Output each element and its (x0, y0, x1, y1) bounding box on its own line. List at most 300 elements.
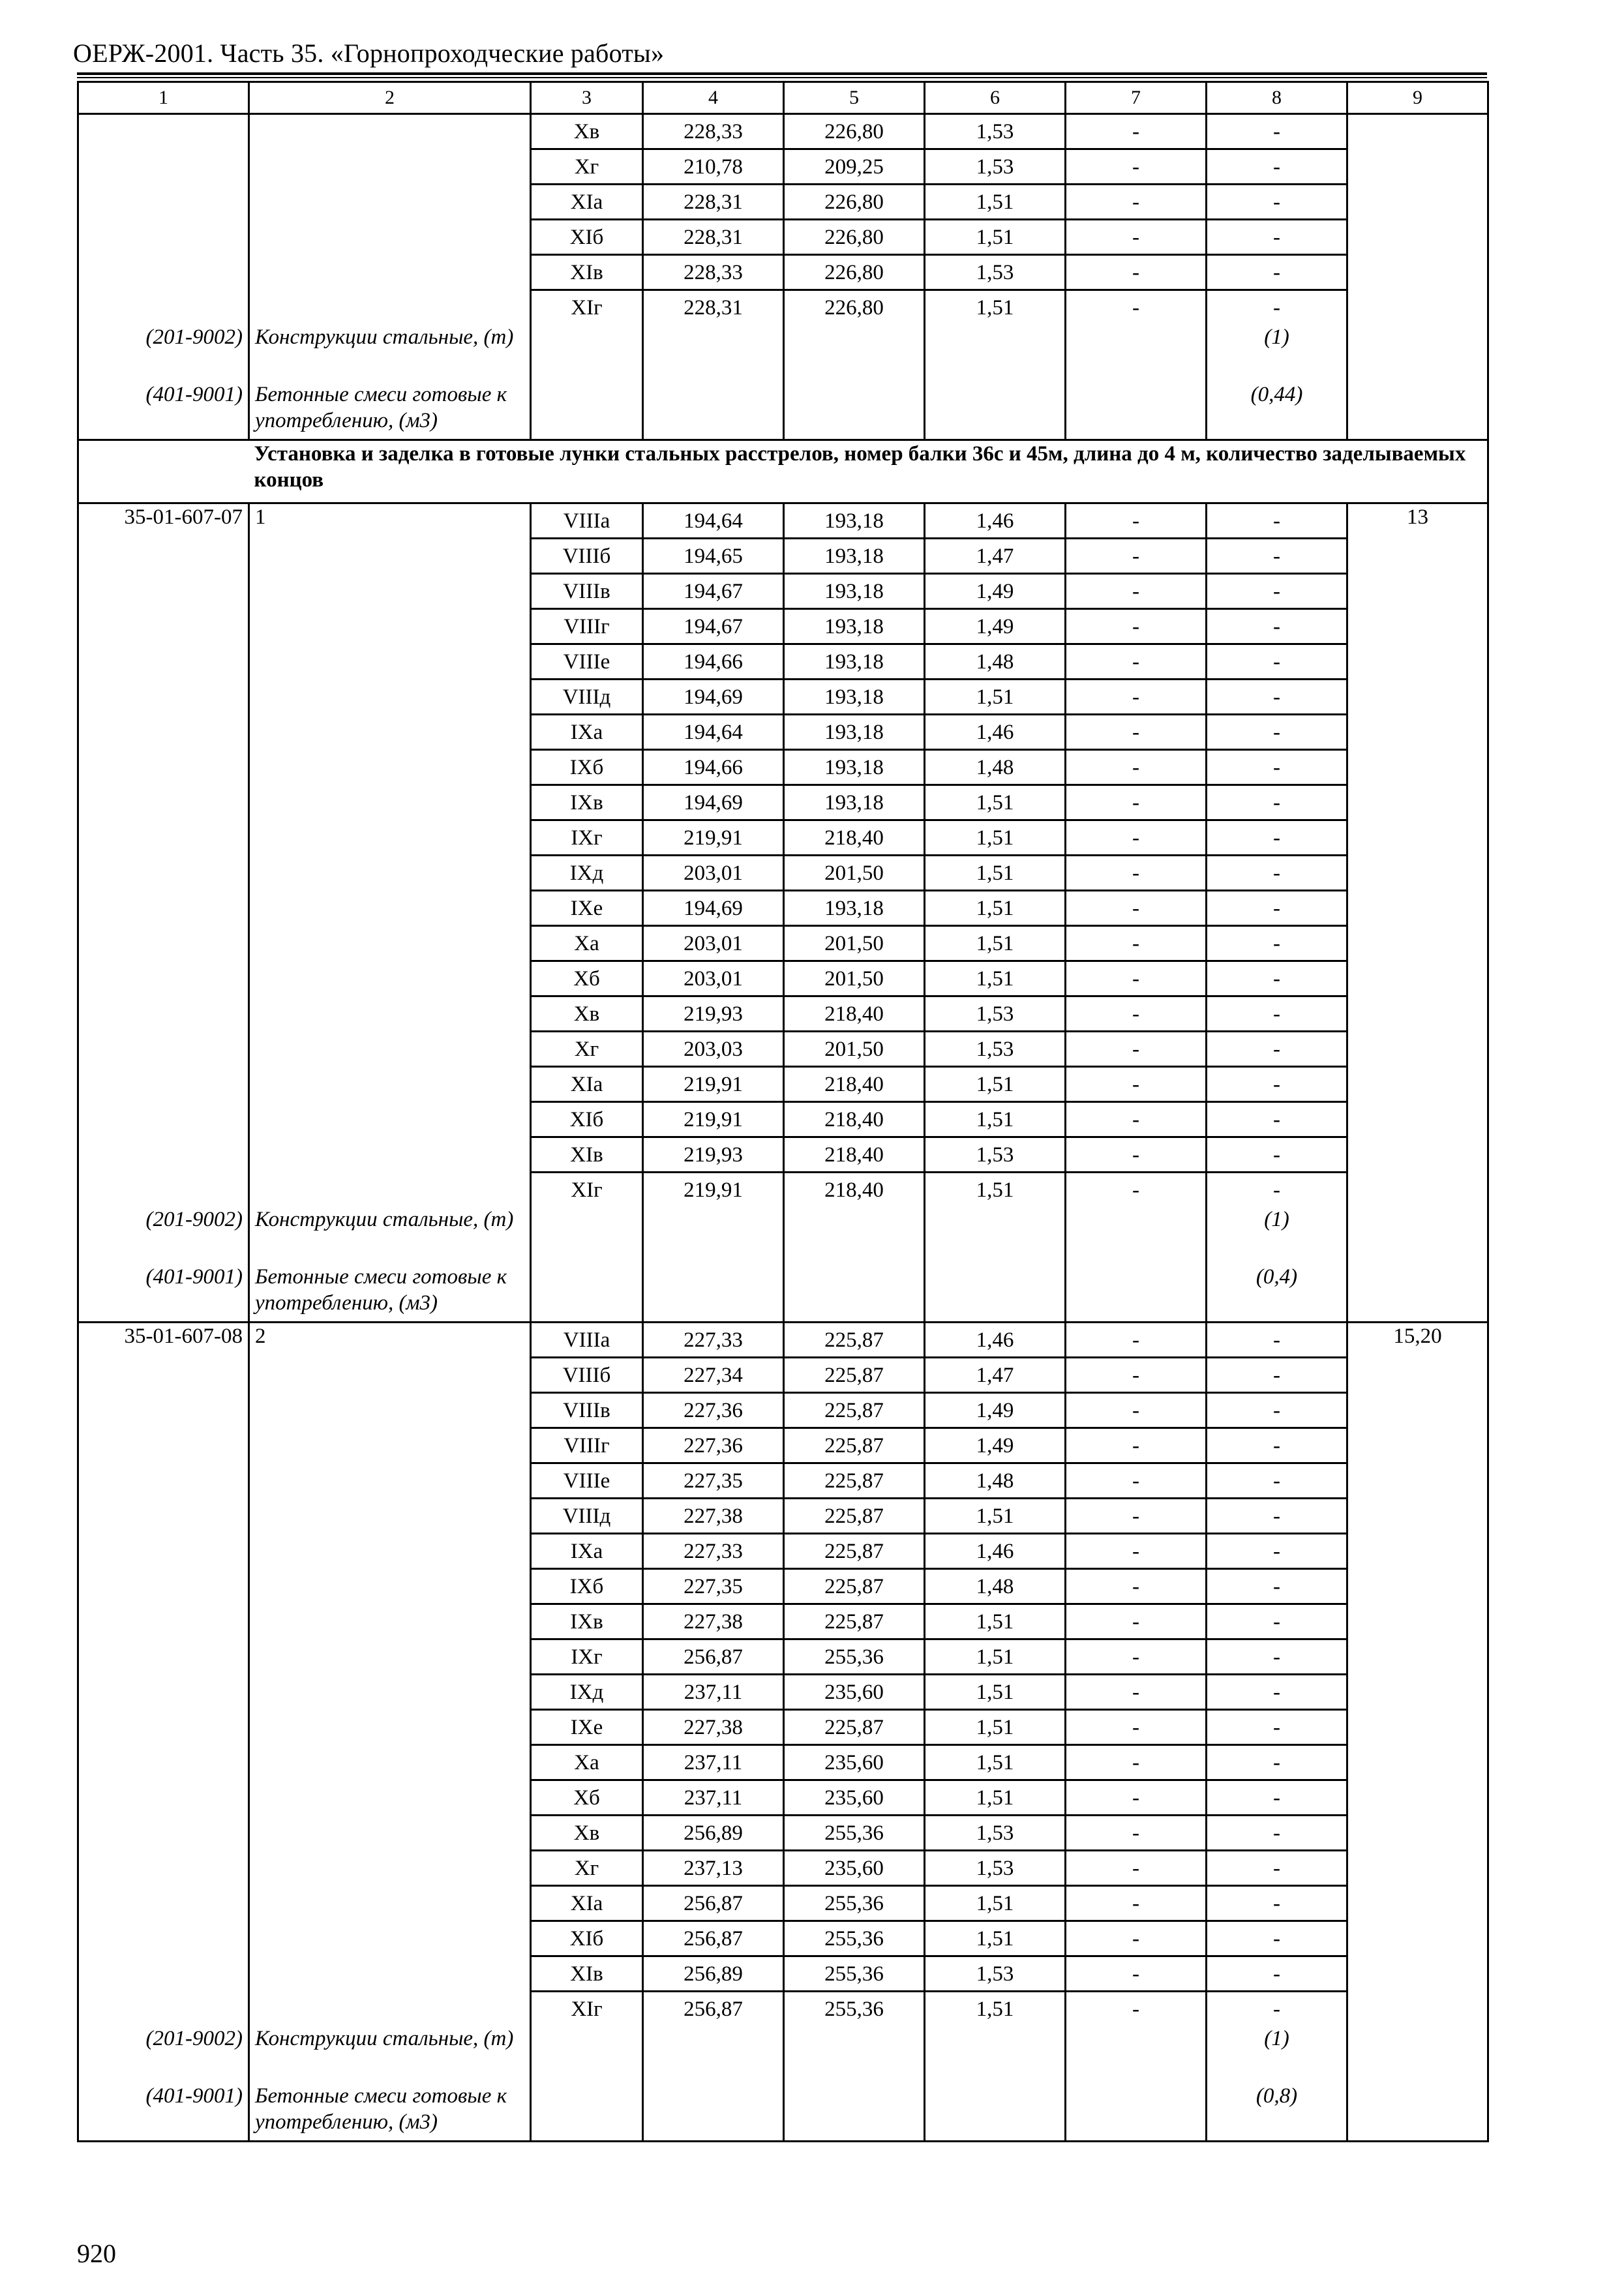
value-cell: - (1066, 750, 1207, 785)
norm-code (78, 680, 249, 715)
category-cell: IXб (531, 1569, 643, 1604)
table-row (78, 715, 1488, 750)
norm-parameter (249, 1780, 531, 1816)
value-cell: - (1207, 1816, 1347, 1851)
norm-parameter (249, 961, 531, 996)
column-number-row (78, 82, 1488, 114)
value-cell: - (1066, 1173, 1207, 1207)
value-cell: - (1066, 255, 1207, 290)
total-cell (1347, 1428, 1488, 1463)
norm-parameter (249, 1102, 531, 1137)
value-cell: 1,48 (925, 750, 1066, 785)
value-cell: - (1207, 185, 1347, 220)
total-cell (1347, 290, 1488, 325)
value-cell: - (1066, 1780, 1207, 1816)
value-cell: - (1066, 185, 1207, 220)
value-cell: 1,53 (925, 996, 1066, 1032)
value-cell: 219,91 (643, 1067, 784, 1102)
total-cell (1347, 220, 1488, 255)
total-cell (1347, 715, 1488, 750)
norm-parameter (249, 1137, 531, 1173)
norm-code: 35-01-607-08 (78, 1323, 249, 1358)
total-cell (1347, 574, 1488, 609)
section-title-row (78, 440, 1488, 503)
value-cell: 1,51 (925, 680, 1066, 715)
empty-cell (1066, 2083, 1207, 2142)
total-cell (1347, 891, 1488, 926)
value-cell: 203,01 (643, 856, 784, 891)
value-cell: 194,67 (643, 574, 784, 609)
total-cell (1347, 1604, 1488, 1639)
value-cell: - (1207, 114, 1347, 149)
value-cell: 1,47 (925, 539, 1066, 574)
norm-parameter (249, 114, 531, 149)
total-cell (1347, 185, 1488, 220)
norm-code (78, 715, 249, 750)
value-cell: 194,64 (643, 503, 784, 539)
norm-code (78, 1067, 249, 1102)
value-cell: 228,31 (643, 290, 784, 325)
value-cell: 237,11 (643, 1780, 784, 1816)
norm-code (78, 1393, 249, 1428)
value-cell: 225,87 (784, 1710, 925, 1745)
value-cell: 1,46 (925, 503, 1066, 539)
category-cell: Xб (531, 1780, 643, 1816)
empty-cell (1066, 382, 1207, 440)
value-cell: 237,11 (643, 1745, 784, 1780)
category-cell: XIа (531, 185, 643, 220)
category-cell: XIв (531, 1137, 643, 1173)
value-cell: - (1207, 1604, 1347, 1639)
norm-code (78, 926, 249, 961)
value-cell: 219,91 (643, 1173, 784, 1207)
value-cell: 225,87 (784, 1534, 925, 1569)
norm-parameter (249, 1569, 531, 1604)
category-cell: XIг (531, 1173, 643, 1207)
column-number: 3 (531, 82, 643, 114)
value-cell: - (1066, 1851, 1207, 1886)
norm-parameter (249, 1032, 531, 1067)
total-cell (1347, 539, 1488, 574)
value-cell: - (1207, 503, 1347, 539)
total-cell: 13 (1347, 503, 1488, 539)
value-cell: 1,51 (925, 1102, 1066, 1137)
value-cell: 201,50 (784, 1032, 925, 1067)
value-cell: - (1207, 996, 1347, 1032)
empty-cell (531, 2083, 643, 2142)
material-code: (201-9002) (78, 324, 249, 382)
empty-cell (1347, 382, 1488, 440)
material-name: Бетонные смеси готовые к употреблению, (м3) (249, 2083, 531, 2142)
value-cell: 193,18 (784, 609, 925, 644)
value-cell: 218,40 (784, 1102, 925, 1137)
norm-code (78, 1992, 249, 2026)
value-cell: - (1066, 1463, 1207, 1499)
table-row (78, 820, 1488, 856)
value-cell: 1,51 (925, 1780, 1066, 1816)
column-number: 5 (784, 82, 925, 114)
category-cell: XIв (531, 255, 643, 290)
norm-parameter (249, 1851, 531, 1886)
header-rule-thin (77, 77, 1487, 78)
page-number: 920 (77, 2239, 116, 2268)
value-cell: 1,51 (925, 1067, 1066, 1102)
value-cell: 255,36 (784, 1921, 925, 1956)
value-cell: 1,51 (925, 290, 1066, 325)
norm-parameter (249, 1604, 531, 1639)
norm-parameter (249, 149, 531, 185)
value-cell: 255,36 (784, 1956, 925, 1992)
value-cell: 227,38 (643, 1499, 784, 1534)
category-cell: XIг (531, 290, 643, 325)
value-cell: - (1066, 609, 1207, 644)
value-cell: 1,49 (925, 609, 1066, 644)
norm-code (78, 1851, 249, 1886)
category-cell: VIIIд (531, 680, 643, 715)
value-cell: 228,31 (643, 220, 784, 255)
category-cell: VIIIд (531, 1499, 643, 1534)
value-cell: 1,46 (925, 1534, 1066, 1569)
value-cell: - (1066, 1428, 1207, 1463)
empty-cell (531, 2026, 643, 2083)
value-cell: - (1207, 1956, 1347, 1992)
value-cell: 219,93 (643, 996, 784, 1032)
table-row (78, 255, 1488, 290)
value-cell: 1,48 (925, 1463, 1066, 1499)
value-cell: 1,51 (925, 1745, 1066, 1780)
value-cell: - (1207, 715, 1347, 750)
value-cell: 193,18 (784, 680, 925, 715)
value-cell: 219,91 (643, 1102, 784, 1137)
total-cell (1347, 1675, 1488, 1710)
norm-parameter (249, 785, 531, 820)
column-number: 2 (249, 82, 531, 114)
value-cell: - (1066, 1102, 1207, 1137)
table-row (78, 1745, 1488, 1780)
norm-code (78, 1463, 249, 1499)
table-row (78, 1780, 1488, 1816)
value-cell: 226,80 (784, 255, 925, 290)
total-cell (1347, 149, 1488, 185)
norm-code (78, 1428, 249, 1463)
value-cell: 203,03 (643, 1032, 784, 1067)
value-cell: 203,01 (643, 961, 784, 996)
value-cell: 1,53 (925, 1137, 1066, 1173)
column-number: 4 (643, 82, 784, 114)
value-cell: - (1066, 785, 1207, 820)
total-cell (1347, 1393, 1488, 1428)
empty-cell (784, 324, 925, 382)
empty-cell (784, 1206, 925, 1264)
value-cell: 1,51 (925, 1639, 1066, 1675)
table-row (78, 750, 1488, 785)
value-cell: 227,34 (643, 1358, 784, 1393)
material-code: (201-9002) (78, 2026, 249, 2083)
table-row (78, 891, 1488, 926)
category-cell: VIIIа (531, 503, 643, 539)
material-row (78, 324, 1488, 382)
total-cell (1347, 609, 1488, 644)
value-cell: 1,53 (925, 1032, 1066, 1067)
value-cell: 194,69 (643, 785, 784, 820)
category-cell: XIв (531, 1956, 643, 1992)
value-cell: 1,49 (925, 1393, 1066, 1428)
value-cell: - (1066, 1569, 1207, 1604)
norm-parameter (249, 750, 531, 785)
material-row (78, 2083, 1488, 2142)
category-cell: IXа (531, 1534, 643, 1569)
value-cell: - (1207, 750, 1347, 785)
value-cell: 228,33 (643, 255, 784, 290)
value-cell: 227,36 (643, 1393, 784, 1428)
total-cell (1347, 785, 1488, 820)
norm-parameter (249, 926, 531, 961)
material-row (78, 2026, 1488, 2083)
category-cell: IXе (531, 1710, 643, 1745)
norm-code (78, 961, 249, 996)
value-cell: 1,51 (925, 220, 1066, 255)
norm-code (78, 820, 249, 856)
value-cell: - (1207, 255, 1347, 290)
category-cell: XIа (531, 1886, 643, 1921)
table-row (78, 1956, 1488, 1992)
total-cell (1347, 1173, 1488, 1207)
material-value: (1) (1207, 324, 1347, 382)
total-cell (1347, 1358, 1488, 1393)
value-cell: 1,51 (925, 856, 1066, 891)
table-row (78, 539, 1488, 574)
table-row (78, 1569, 1488, 1604)
norm-parameter (249, 609, 531, 644)
category-cell: IXд (531, 1675, 643, 1710)
table-row (78, 644, 1488, 680)
value-cell: 1,47 (925, 1358, 1066, 1393)
value-cell: 1,53 (925, 255, 1066, 290)
table-row (78, 1358, 1488, 1393)
empty-cell (1066, 324, 1207, 382)
value-cell: - (1207, 1534, 1347, 1569)
norm-code (78, 1816, 249, 1851)
value-cell: 1,49 (925, 1428, 1066, 1463)
empty-cell (784, 2083, 925, 2142)
empty-cell (925, 2083, 1066, 2142)
empty-cell (1347, 324, 1488, 382)
category-cell: Xг (531, 149, 643, 185)
value-cell: 1,51 (925, 1992, 1066, 2026)
norm-parameter (249, 1639, 531, 1675)
norm-code (78, 750, 249, 785)
value-cell: 235,60 (784, 1745, 925, 1780)
value-cell: - (1207, 1921, 1347, 1956)
empty-cell (925, 2026, 1066, 2083)
table-row (78, 609, 1488, 644)
total-cell (1347, 1956, 1488, 1992)
norm-parameter (249, 1992, 531, 2026)
value-cell: - (1066, 114, 1207, 149)
value-cell: 227,38 (643, 1710, 784, 1745)
value-cell: - (1207, 961, 1347, 996)
value-cell: - (1207, 539, 1347, 574)
value-cell: 225,87 (784, 1428, 925, 1463)
norm-parameter (249, 1173, 531, 1207)
value-cell: 1,51 (925, 820, 1066, 856)
value-cell: 237,11 (643, 1675, 784, 1710)
value-cell: 1,51 (925, 1886, 1066, 1921)
value-cell: - (1066, 1032, 1207, 1067)
material-value: (0,8) (1207, 2083, 1347, 2142)
table-row (78, 961, 1488, 996)
value-cell: 194,66 (643, 644, 784, 680)
value-cell: 226,80 (784, 114, 925, 149)
value-cell: - (1066, 1745, 1207, 1780)
value-cell: 201,50 (784, 926, 925, 961)
total-cell (1347, 1710, 1488, 1745)
empty-cell (1066, 2026, 1207, 2083)
value-cell: 227,33 (643, 1534, 784, 1569)
norm-parameter (249, 290, 531, 325)
total-cell (1347, 1067, 1488, 1102)
empty-cell (925, 324, 1066, 382)
value-cell: 237,13 (643, 1851, 784, 1886)
value-cell: 235,60 (784, 1851, 925, 1886)
norm-parameter (249, 220, 531, 255)
value-cell: - (1066, 680, 1207, 715)
total-cell (1347, 1499, 1488, 1534)
value-cell: 225,87 (784, 1569, 925, 1604)
empty-cell (531, 382, 643, 440)
table-row (78, 290, 1488, 325)
category-cell: VIIIг (531, 609, 643, 644)
value-cell: - (1066, 1675, 1207, 1710)
table-row (78, 1851, 1488, 1886)
value-cell: - (1066, 149, 1207, 185)
material-code: (401-9001) (78, 1264, 249, 1323)
category-cell: Xа (531, 926, 643, 961)
norm-code (78, 255, 249, 290)
category-cell: Xв (531, 996, 643, 1032)
category-cell: IXа (531, 715, 643, 750)
norm-parameter (249, 715, 531, 750)
table-row (78, 114, 1488, 149)
empty-cell (784, 2026, 925, 2083)
material-value: (1) (1207, 2026, 1347, 2083)
value-cell: 218,40 (784, 996, 925, 1032)
value-cell: - (1066, 1710, 1207, 1745)
total-cell (1347, 1032, 1488, 1067)
empty-cell (784, 1264, 925, 1323)
norm-code (78, 1499, 249, 1534)
value-cell: 193,18 (784, 539, 925, 574)
norm-parameter (249, 1745, 531, 1780)
category-cell: IXв (531, 1604, 643, 1639)
norm-code (78, 1886, 249, 1921)
norm-parameter: 2 (249, 1323, 531, 1358)
empty-cell (531, 1264, 643, 1323)
empty-cell (925, 1206, 1066, 1264)
value-cell: - (1207, 1851, 1347, 1886)
material-value: (0,4) (1207, 1264, 1347, 1323)
material-name: Бетонные смеси готовые к употреблению, (м3) (249, 382, 531, 440)
value-cell: - (1207, 820, 1347, 856)
empty-cell (78, 440, 249, 503)
value-cell: - (1066, 1323, 1207, 1358)
norm-code (78, 1639, 249, 1675)
value-cell: - (1207, 644, 1347, 680)
table-row (78, 1921, 1488, 1956)
norm-code (78, 539, 249, 574)
table-row (78, 1393, 1488, 1428)
norm-code (78, 574, 249, 609)
value-cell: - (1066, 1816, 1207, 1851)
value-cell: 210,78 (643, 149, 784, 185)
norm-code (78, 644, 249, 680)
material-value: (1) (1207, 1206, 1347, 1264)
norm-code (78, 1137, 249, 1173)
total-cell (1347, 1639, 1488, 1675)
value-cell: - (1066, 1956, 1207, 1992)
value-cell: - (1207, 149, 1347, 185)
value-cell: 1,51 (925, 891, 1066, 926)
category-cell: Xв (531, 1816, 643, 1851)
table-row (78, 1032, 1488, 1067)
value-cell: - (1066, 574, 1207, 609)
value-cell: 218,40 (784, 1173, 925, 1207)
table-row (78, 1102, 1488, 1137)
category-cell: IXг (531, 1639, 643, 1675)
norms-table (77, 81, 1489, 2142)
header-rule (77, 72, 1487, 75)
table-row (78, 680, 1488, 715)
value-cell: 194,69 (643, 680, 784, 715)
value-cell: 193,18 (784, 715, 925, 750)
value-cell: - (1207, 1032, 1347, 1067)
value-cell: 1,51 (925, 1675, 1066, 1710)
total-cell (1347, 1921, 1488, 1956)
category-cell: VIIIг (531, 1428, 643, 1463)
table-row (78, 996, 1488, 1032)
table-row (78, 856, 1488, 891)
norm-parameter (249, 856, 531, 891)
value-cell: - (1066, 1992, 1207, 2026)
value-cell: - (1207, 1173, 1347, 1207)
total-cell (1347, 680, 1488, 715)
norm-code (78, 1534, 249, 1569)
page-header: ОЕРЖ-2001. Часть 35. «Горнопроходческие работы» (73, 38, 665, 68)
table-row (78, 503, 1488, 539)
total-cell (1347, 996, 1488, 1032)
category-cell: VIIIб (531, 1358, 643, 1393)
norm-parameter (249, 1956, 531, 1992)
value-cell: - (1207, 1780, 1347, 1816)
value-cell: - (1066, 891, 1207, 926)
total-cell (1347, 1102, 1488, 1137)
value-cell: 193,18 (784, 891, 925, 926)
norm-parameter (249, 644, 531, 680)
material-code: (401-9001) (78, 382, 249, 440)
empty-cell (531, 324, 643, 382)
material-code: (201-9002) (78, 1206, 249, 1264)
norm-parameter (249, 1463, 531, 1499)
total-cell (1347, 961, 1488, 996)
value-cell: 1,51 (925, 1921, 1066, 1956)
value-cell: 1,51 (925, 961, 1066, 996)
norm-code (78, 1675, 249, 1710)
empty-cell (643, 382, 784, 440)
norm-parameter (249, 1499, 531, 1534)
material-name: Бетонные смеси готовые к употреблению, (м3) (249, 1264, 531, 1323)
material-code: (401-9001) (78, 2083, 249, 2142)
total-cell (1347, 1816, 1488, 1851)
